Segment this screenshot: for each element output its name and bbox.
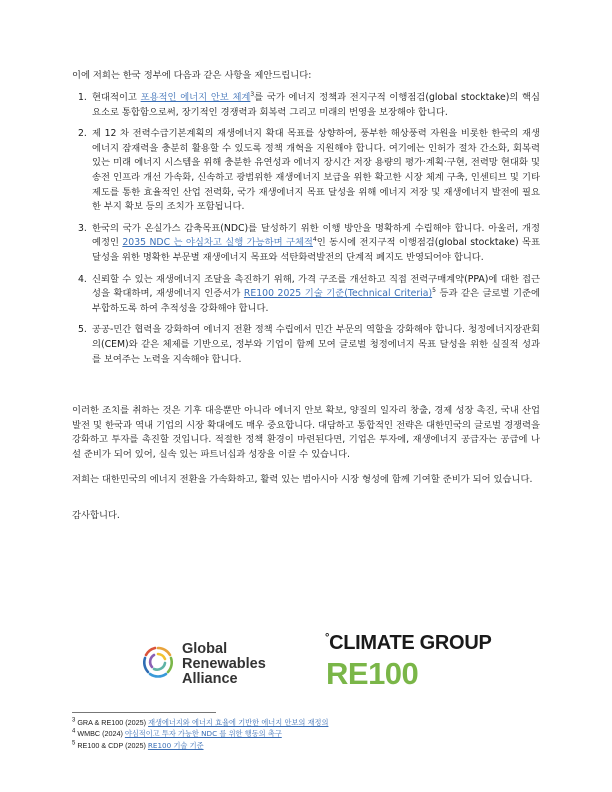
ndc-link[interactable]: 2035 NDC 는 야심차고 실행 가능하며 구체적 xyxy=(122,237,313,249)
footnote-4-link[interactable]: 야심적이고 투자 가능한 NDC 를 위한 행동의 촉구 xyxy=(124,729,282,739)
item-number: 5. xyxy=(78,324,87,336)
recommendation-item-5 xyxy=(72,323,540,367)
gra-sunburst-icon xyxy=(140,644,176,680)
item-number: 4. xyxy=(78,273,87,285)
item-number: 2. xyxy=(78,128,87,140)
item-text-pre: 한국의 국가 온실가스 감축목표(NDC)를 달성하기 위한 이행 방안을 명확하게 수립해야 합니다. 아울러, 개정 예정인 xyxy=(92,222,540,249)
closing-paragraph-1: 이러한 조치를 취하는 것은 기후 대응뿐만 아니라 에너지 안보 확보, 양질의 일자리 창출, 경제 성장 촉진, 국내 산업 발전 및 한국과 역내 기업의 시장 확대에도 매우 중요합니다. 대담하고 통합적인 전략은 대한민국의 글로벌 경쟁력을 강화하고 투자를 촉진할 것입니다. 적절한 정책 환경이 마련된다면, 기업은 투자에, 재생에너지 공급자는 공급에 나설 준비가 되어 있어, 실속 있는 파트너십과 성장을 이끌 수 있습니다. xyxy=(72,405,540,460)
recommendation-list xyxy=(72,91,540,374)
item-text-pre: 현대적이고 xyxy=(92,92,141,103)
recommendation-item-1 xyxy=(72,91,540,120)
item-text: 제 12 차 전력수급기본계획의 재생에너지 확대 목표를 상향하여, 풍부한 해상풍력 자원을 비롯한 한국의 재생에너지 잠재력을 충분히 활용할 수 있도록 정책 개혁을 지원해야 합니다. 여기에는 인허가 절차 간소화, 회복력 있는 미래 에너지 시스템을 위해 충분한 유연성과 에너지 장시간 저장 용량의 평가·계획·구현, 전력망 현대화 및 송전 인프라 개선 가속화, 신속하고 광범위한 재생에너지 보급을 위한 확고한 시장 체계 구축, 인센티브 및 기타 제도를 통한 효율적인 산업 전력화, 국가 재생에너지 목표 달성을 위해 에너지 저장 및 재생에너지 발전에 필요한 부지 확보 등의 조치가 포함됩니다. xyxy=(92,128,540,213)
footnote-3-link[interactable]: 재생에너지와 에너지 효율에 기반한 에너지 안보의 재정의 xyxy=(148,718,329,727)
re100-criteria-link[interactable]: RE100 2025 기술 기준(Technical Criteria) xyxy=(243,288,433,300)
item-text-post: 인 동시에 전지구적 이행점검(global stocktake) 목표 달성을 위한 명확한 부문별 재생에너지 목표와 석탄화력발전의 단계적 폐지도 반영되어야 합니다. xyxy=(92,237,540,263)
logo-row xyxy=(0,632,612,702)
footnote-5: $^5$ RE100 & CDP (2025) RE100 기술 기준 xyxy=(72,740,204,750)
footnote-divider xyxy=(72,712,216,713)
recommendation-item-3 xyxy=(72,222,540,266)
footnote-ref: 3 xyxy=(250,90,255,98)
footnote-5-link[interactable]: RE100 기술 기준 xyxy=(147,740,204,750)
recommendation-item-4 xyxy=(72,273,540,317)
item-text-pre: 신뢰할 수 있는 재생에너지 조달을 촉진하기 위해, 가격 구조를 개선하고 직접 전력구매계약(PPA)에 대한 접근성을 확대하며, 재생에너지 인증서가 xyxy=(92,273,540,300)
energy-security-link[interactable]: 포용적인 에너지 안보 체계 xyxy=(140,92,251,103)
item-text: 공공-민간 협력을 강화하여 에너지 전환 정책 수립에서 민간 부문의 역할을 강화해야 합니다. 청정에너지장관회의(CEM)와 같은 체제를 기반으로, 정부와 기업이 함께 모여 글로벌 청정에너지 목표 달성을 위한 실질적 성과를 보여주는 노력을 지속해야 합니다. xyxy=(92,324,540,365)
re100-logo: RE100 xyxy=(326,656,419,691)
item-text-post: 등과 같은 글로벌 기준에 부합하도록 하여 추적성을 강화해야 합니다. xyxy=(92,288,540,314)
footnote-4: $^4$ WMBC (2024) 야심적이고 투자 가능한 NDC 를 위한 행동의 촉구 xyxy=(72,729,282,739)
closing-paragraph-2: 저희는 대한민국의 에너지 전환을 가속화하고, 활력 있는 범아시아 시장 형성에 함께 기여할 준비가 되어 있습니다. xyxy=(72,474,533,485)
intro-paragraph: 이에 저희는 한국 정부에 다음과 같은 사항을 제안드립니다: xyxy=(72,70,312,81)
thanks-line: 감사합니다. xyxy=(72,510,120,521)
footnote-ref: 5 xyxy=(432,287,436,295)
footnote-ref: 4 xyxy=(312,236,317,244)
climate-group-logo: °CLIMATE GROUP xyxy=(325,632,492,654)
recommendation-item-2 xyxy=(72,127,540,215)
item-number: 3. xyxy=(78,222,87,234)
gra-logo-text: Global Renewables Alliance xyxy=(182,641,266,687)
item-number: 1. xyxy=(78,92,87,103)
item-text-post: 를 국가 에너지 정책과 전지구적 이행점검(global stocktake)의 핵심 요소로 통합함으로써, 장기적인 경쟁력과 회복력 그리고 미래의 번영을 보장해야 합니다. xyxy=(92,92,541,118)
footnote-3: $^3$ GRA & RE100 (2025) 재생에너지와 에너지 효율에 기반한 에너지 안보의 재정의 xyxy=(72,717,329,727)
footnotes xyxy=(72,717,540,751)
